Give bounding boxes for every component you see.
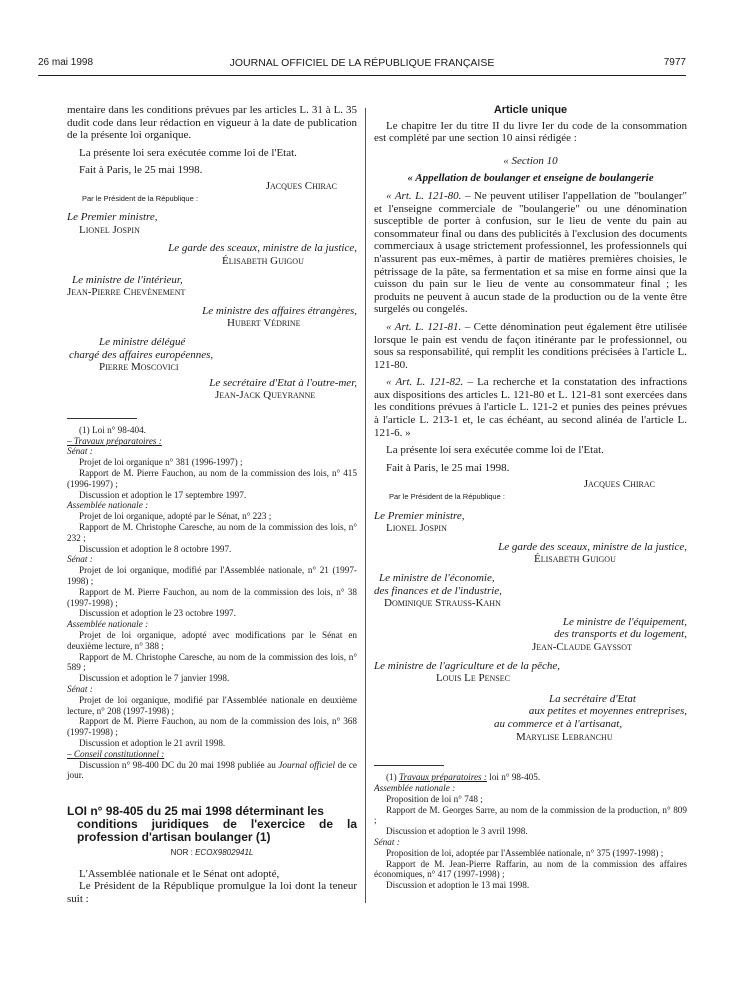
signatory-name: Jean-Pierre Chevènement [67, 286, 186, 299]
signatory-role: Le ministre des affaires étrangères, [202, 304, 357, 317]
page-header [38, 57, 686, 71]
header-date: 26 mai 1998 [38, 57, 94, 68]
signatory-role: des transports et du logement, [554, 628, 687, 641]
footnote-line: Discussion et adoption le 17 septembre 1997. [79, 489, 247, 500]
signatory-name: Jean-Claude Gayssot [532, 640, 632, 653]
header-rule [38, 75, 686, 76]
signatory-role: Le ministre de l'agriculture et de la pêche, [374, 659, 561, 672]
footnote-loi: loi n° 98-405. [486, 772, 541, 783]
footnote-right [374, 772, 687, 891]
signatory-name: Lionel Jospin [386, 522, 447, 535]
footnote-left [67, 425, 357, 781]
footnote-line: Rapport de M. Pierre Fauchon, au nom de la commission des lois, n° 415 (1996-1997) ; [67, 468, 357, 489]
signatory-name: Élisabeth Guigou [222, 254, 304, 267]
nor-label: NOR : [170, 848, 196, 858]
footnote-heading: Assemblée nationale : [67, 619, 149, 630]
article-l121-80 [374, 190, 687, 316]
signatory-name: Élisabeth Guigou [534, 553, 616, 566]
signatory-role: Le garde des sceaux, ministre de la justice, [498, 540, 687, 553]
article-l121-81 [374, 321, 687, 371]
header-title: JOURNAL OFFICIEL DE LA RÉPUBLIQUE FRANÇAISE [229, 57, 495, 69]
fait-line: Fait à Paris, le 25 mai 1998. [79, 164, 203, 177]
execution-line: La présente loi sera exécutée comme loi de l'Etat. [386, 444, 604, 457]
footnote-heading: Sénat : [67, 446, 93, 457]
article-label: « Art. L. 121-81. [386, 320, 462, 333]
signatory-name: Lionel Jospin [79, 223, 140, 236]
footnote-line: Rapport de M. Christophe Caresche, au nom de la commission des lois, n° 232 ; [67, 522, 357, 543]
footnote-rule [374, 765, 444, 766]
signatory-name: Louis Le Pensec [436, 672, 510, 685]
signatory-role: Le ministre de l'intérieur, [72, 273, 183, 286]
footnote-line: Rapport de M. Jean-Pierre Raffarin, au nom de la commission des affaires économiques, n° 417 (1997-1998) ; [374, 858, 687, 880]
footnote-line: Discussion et adoption le 23 octobre 1997. [79, 608, 236, 619]
signatory-name: Dominique Strauss-Kahn [384, 597, 501, 610]
execution-line: La présente loi sera exécutée comme loi de l'Etat. [79, 146, 297, 159]
right-column [374, 104, 687, 891]
footnote-line: de ce jour. [67, 759, 358, 781]
loi-title-rest: conditions juridiques de l'exercice de la profession d'artisan boulanger (1) [77, 817, 357, 845]
footnote-line: Proposition de loi, adoptée par l'Assemblée nationale, n° 375 (1997-1998) ; [386, 847, 664, 858]
footnote-line: Discussion et adoption le 3 avril 1998. [386, 826, 528, 837]
signatory-role: La secrétaire d'Etat [549, 692, 636, 705]
page-number: 7977 [663, 57, 686, 68]
nor-value: ECOX9802941L [195, 848, 254, 858]
nor-line [67, 847, 357, 860]
footnote-line: Rapport de M. Pierre Fauchon, au nom de la commission des lois, n° 368 (1997-1998) ; [67, 716, 357, 738]
footnote-line: Discussion et adoption le 21 avril 1998. [79, 737, 226, 748]
footnote-heading: Sénat : [374, 836, 400, 847]
footnote-ref: (1) [386, 772, 400, 783]
intro-paragraph: mentaire dans les conditions prévues par les articles L. 31 à L. 35 dudit code dans leur rédaction en vigueur à la date de publication de la présente loi organique. [67, 104, 357, 142]
footnote-line: Projet de loi organique, adopté par le Sénat, n° 223 ; [79, 511, 272, 522]
footnote-conseil: – Conseil constitutionnel : [67, 748, 165, 759]
signatory-role: Le ministre délégué [99, 335, 186, 348]
loi-title [67, 805, 357, 844]
footnote-line: Discussion et adoption le 7 janvier 1998. [79, 673, 230, 684]
footnote-line: Proposition de loi n° 748 ; [386, 793, 483, 804]
footnote-line: Discussion n° 98-400 DC du 20 mai 1998 publiée au [79, 759, 279, 770]
article-text: – Cette dénomination peut également être utilisée lorsque le pain est vendu de façon itinérante par le professionnel, ou sous sa responsabilité, qui remplit les conditions précisées à l'article L. 121-80. [374, 320, 688, 371]
promulgue-line: Le Président de la République promulgue la loi dont la teneur suit : [67, 880, 357, 905]
par-le-president: Par le Président de la République : [389, 492, 505, 502]
footnote-rule [67, 418, 137, 419]
footnote-line: Projet de loi organique, modifié par l'Assemblée nationale en deuxième lecture, n° 208 (1997-1998) ; [67, 694, 357, 716]
footnote-ref: (1) Loi n° 98-404. [79, 424, 146, 435]
footnote-line: Discussion et adoption le 8 octobre 1997. [79, 543, 232, 554]
signatory-role: Le Premier ministre, [67, 211, 158, 224]
president-name: Jacques Chirac [583, 478, 655, 491]
section-number: « Section 10 [503, 154, 558, 167]
loi-title-first: LOI n° 98-405 du 25 mai 1998 déterminant les [67, 804, 324, 819]
adopted-line: L'Assemblée nationale et le Sénat ont adopté, [79, 867, 280, 880]
footnote-travaux: – Travaux préparatoires : [67, 435, 162, 446]
footnote-line: Projet de loi organique, adopté avec modifications par le Sénat en deuxième lecture, n° 388 ; [67, 630, 357, 651]
footnote-travaux: Travaux préparatoires : [399, 772, 487, 783]
signatory-role: Le ministre de l'économie, [379, 572, 495, 584]
signatory-name: Hubert Védrine [227, 317, 301, 330]
president-name: Jacques Chirac [265, 179, 337, 192]
signatory-role: Le garde des sceaux, ministre de la justice, [168, 242, 357, 255]
footnote-heading: Sénat : [67, 554, 93, 565]
article-text: – La recherche et la constatation des infractions aux dispositions des articles L. 121-80 et L. 121-81 sont exercées dans les conditions prévues à l'article L. 121-2 et punies des peines prévues à l'article L. 213-1 et, le cas échéant, au second alinéa de l'article L. 121-6. » [374, 376, 687, 439]
signatory-role: des finances et de l'industrie, [374, 584, 502, 597]
footnote-heading: Assemblée nationale : [67, 500, 149, 511]
journal-officiel-ref: Journal officiel [278, 759, 336, 770]
left-column [67, 104, 357, 906]
signatory-role: au commerce et à l'artisanat, [494, 717, 623, 730]
signatory-name: Pierre Moscovici [99, 361, 179, 374]
article-intro: Le chapitre Ier du titre II du livre Ier du code de la consommation est complété par une section 10 ainsi rédigée : [374, 119, 687, 145]
article-text: – Ne peuvent utiliser l'appellation de "boulanger" et l'enseigne commerciale de "boulangerie" ou une dénomination susceptible de porter à confusion, sur le lieu de vente du pain au consommateur final ou dans des publicités à l'exclusion des documents commerciaux à usage strictement professionnel, les professionnels qui n'assurent pas eux-mêmes, à partir de matières premières choisies, le pétrissage de la pâte, sa fermentation et sa mise en forme ainsi que la cuisson du pain sur le lieu de vente au consommateur final ; les produits ne peuvent à aucun stade de la production ou de la vente être surgelés ou congelés. [374, 189, 687, 316]
signatory-role: Le secrétaire d'Etat à l'outre-mer, [209, 376, 357, 389]
signatory-role: chargé des affaires européennes, [69, 348, 214, 361]
column-divider [365, 108, 366, 903]
footnote-line: Rapport de M. Pierre Fauchon, au nom de la commission des lois, n° 38 (1997-1998) ; [67, 586, 357, 608]
par-le-president: Par le Président de la République : [82, 193, 198, 203]
signatory-name: Jean-Jack Queyranne [215, 389, 316, 402]
article-l121-82 [374, 376, 687, 439]
signatory-role: Le ministre de l'équipement, [562, 615, 687, 628]
footnote-heading: Sénat : [67, 684, 93, 694]
article-label: « Art. L. 121-80. [386, 189, 462, 202]
signatory-role: aux petites et moyennes entreprises, [528, 705, 687, 718]
signatory-name: Marylise Lebranchu [516, 730, 613, 743]
section-title: « Appellation de boulanger et enseigne de boulangerie [407, 172, 654, 185]
footnote-line: Rapport de M. Christophe Caresche, au nom de la commission des lois, n° 589 ; [67, 651, 357, 673]
footnote-line: Projet de loi organique n° 381 (1996-1997) ; [79, 457, 243, 468]
article-heading: Article unique [493, 104, 568, 116]
article-label: « Art. L. 121-82. [386, 376, 464, 389]
footnote-heading: Assemblée nationale : [374, 782, 456, 793]
signatory-role: Le Premier ministre, [374, 509, 465, 522]
footnote-line: Rapport de M. Georges Sarre, au nom de la commission de la production, n° 809 ; [374, 804, 687, 826]
footnote-line: Projet de loi organique, modifié par l'Assemblée nationale, n° 21 (1997-1998) ; [67, 565, 357, 587]
footnote-line: Discussion et adoption le 13 mai 1998. [386, 880, 530, 891]
fait-line: Fait à Paris, le 25 mai 1998. [386, 461, 510, 474]
